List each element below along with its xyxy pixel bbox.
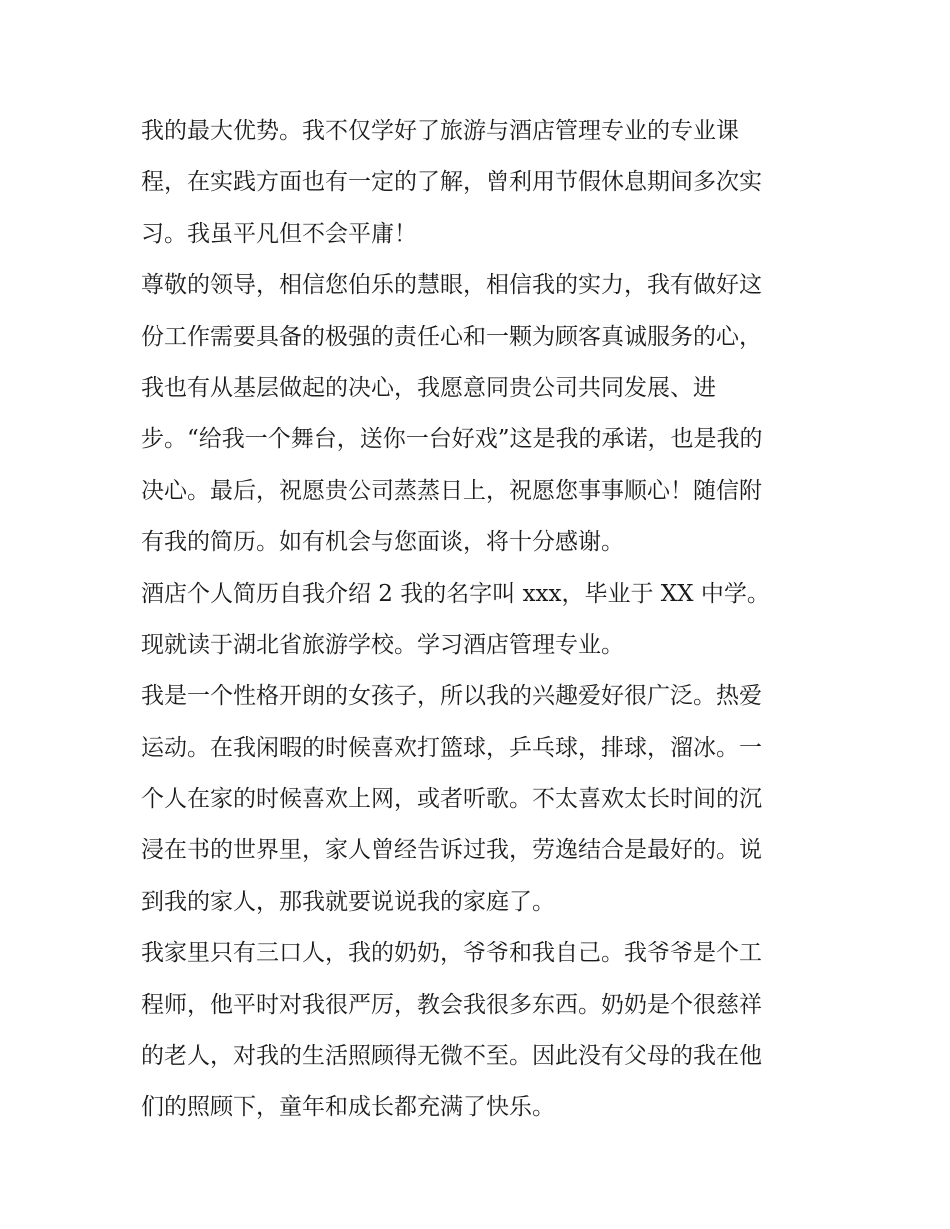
text-line: 我也有从基层做起的决心，我愿意同贵公司共同发展、进 <box>141 374 716 401</box>
text-line: 现就读于湖北省旅游学校。学习酒店管理专业。 <box>141 631 624 658</box>
text-line: 酒店个人简历自我介绍 2 我的名字叫 xxx，毕业于 XX 中学。 <box>141 580 770 607</box>
text-line: 我的最大优势。我不仅学好了旅游与酒店管理专业的专业课 <box>141 118 739 144</box>
text-line: 程师，他平时对我很严厉，教会我很多东西。奶奶是个很慈祥 <box>141 991 762 1018</box>
text-line: 我是一个性格开朗的女孩子，所以我的兴趣爱好很广泛。热爱 <box>141 683 762 710</box>
text-line: 个人在家的时候喜欢上网，或者听歌。不太喜欢太长时间的沉 <box>141 786 762 813</box>
text-line: 习。我虽平凡但不会平庸！ <box>141 220 417 247</box>
text-line: 程，在实践方面也有一定的了解，曾利用节假休息期间多次实 <box>141 169 762 196</box>
text-line: 的老人，对我的生活照顾得无微不至。因此没有父母的我在他 <box>141 1043 762 1070</box>
text-line: 有我的简历。如有机会与您面谈，将十分感谢。 <box>141 529 624 556</box>
text-line: 我家里只有三口人，我的奶奶，爷爷和我自己。我爷爷是个工 <box>141 940 762 967</box>
text-line: 们的照顾下，童年和成长都充满了快乐。 <box>141 1094 555 1121</box>
text-line: 份工作需要具备的极强的责任心和一颗为顾客真诚服务的心， <box>141 323 762 350</box>
text-line: 浸在书的世界里，家人曾经告诉过我，劳逸结合是最好的。说 <box>141 837 762 864</box>
document-body <box>141 106 817 1134</box>
text-line: 决心。最后，祝愿贵公司蒸蒸日上，祝愿您事事顺心！随信附 <box>141 477 762 504</box>
text-line: 到我的家人，那我就要说说我的家庭了。 <box>141 888 555 915</box>
text-line: 尊敬的领导，相信您伯乐的慧眼，相信我的实力，我有做好这 <box>141 272 762 299</box>
text-line: 运动。在我闲暇的时候喜欢打篮球，乒乓球，排球，溜冰。一 <box>141 734 762 761</box>
text-line: 步。“给我一个舞台，送你一台好戏”这是我的承诺，也是我的 <box>141 426 763 453</box>
